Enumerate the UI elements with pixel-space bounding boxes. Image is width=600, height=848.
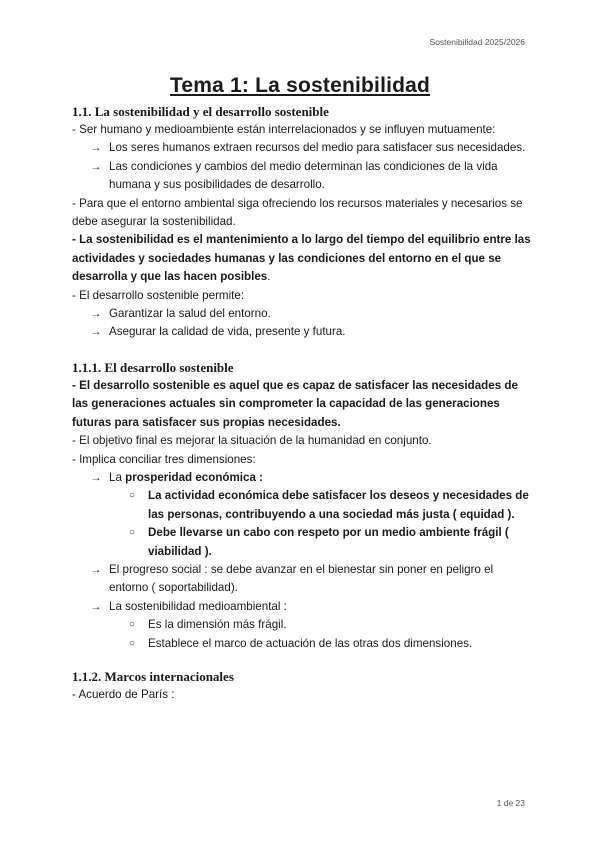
circle-list-item [72,487,532,524]
list-item-text: Debe llevarse un cabo con respeto por un medio ambiente frágil ( viabilidad ). [148,526,509,558]
circle-bullet-icon: ○ [129,619,136,631]
paragraph: - Ser humano y medioambiente están interrelacionados y se influyen mutuamente: [72,123,496,136]
list-item-text: El progreso social : se debe avanzar en el bienestar sin poner en peligro el entorno ( soportabilidad). [109,562,494,595]
paragraph: - Implica conciliar tres dimensiones: [72,452,256,466]
header-course-label: Sostenibilidad 2025/2026 [429,37,525,47]
arrow-list-item [72,469,532,487]
arrow-bullet-icon: → [90,159,102,173]
arrow-bullet-icon: → [90,470,102,484]
section-heading-1-1-2: 1.1.2. Marcos internacionales [72,668,234,684]
section-heading-1-1: 1.1. La sostenibilidad y el desarrollo sostenible [72,104,329,119]
arrow-list-item [72,305,532,323]
paragraph-definition [72,231,532,286]
spacer [72,342,532,358]
spacer [72,653,532,667]
page-number: 1 de 23 [496,798,525,808]
circle-bullet-icon: ○ [129,527,136,539]
arrow-bullet-icon: → [90,562,102,576]
list-item-text: La actividad económica debe satisfacer los deseos y necesidades de las personas, contribuyendo a una sociedad más justa ( equidad ). [148,489,529,521]
circle-bullet-icon: ○ [129,490,136,502]
circle-list-item [72,524,532,561]
page-title: Tema 1: La sostenibilidad [169,74,431,97]
arrow-list-item [72,139,532,157]
arrow-bullet-icon: → [90,141,102,155]
list-item-text: Asegurar la calidad de vida, presente y futura. [109,325,346,339]
list-item-text: Establece el marco de actuación de las otras dos dimensiones. [148,636,473,650]
period: . [267,270,271,284]
circle-list-item [72,635,532,653]
arrow-list-item [72,158,532,195]
arrow-list-item [72,323,532,341]
paragraph: - El objetivo final es mejorar la situación de la humanidad en conjunto. [72,434,432,448]
list-item-text: Los seres humanos extraen recursos del medio para satisfacer sus necesidades. [109,141,526,155]
circle-list-item [72,616,532,634]
arrow-bullet-icon: → [90,325,102,339]
list-item-text: Garantizar la salud del entorno. [109,307,271,321]
list-item-prefix: La [109,470,126,484]
list-item-text: Es la dimensión más frágil. [148,618,287,632]
arrow-list-item [72,561,532,598]
paragraph: - Para que el entorno ambiental siga ofreciendo los recursos materiales y necesarios se debe asegurar la sostenibilidad. [72,196,523,229]
arrow-bullet-icon: → [90,307,102,321]
section-heading-1-1-1: 1.1.1. El desarrollo sostenible [72,359,234,375]
list-item-text: La sostenibilidad medioambiental : [109,599,287,613]
arrow-bullet-icon: → [90,599,102,613]
arrow-list-item [72,598,532,616]
document-body [72,102,532,704]
paragraph: - Acuerdo de París : [72,687,175,701]
paragraph: - El desarrollo sostenible permite: [72,288,245,302]
paragraph-definition: - El desarrollo sostenible es aquel que es capaz de satisfacer las necesidades de las generaciones actuales sin comprometer la capacidad de las generaciones futuras para satisfacer sus propias necesidades. [72,378,518,429]
list-item-text: Las condiciones y cambios del medio determinan las condiciones de la vida humana y sus posibilidades de desarrollo. [109,159,498,192]
circle-bullet-icon: ○ [129,637,136,649]
bold-definition: - La sostenibilidad es el mantenimiento a lo largo del tiempo del equilibrio entre las actividades y sociedades humanas y las condiciones del entorno en el que se desarrolla y que las hacen posibles [72,233,531,284]
list-item-bold: prosperidad económica : [125,470,263,484]
